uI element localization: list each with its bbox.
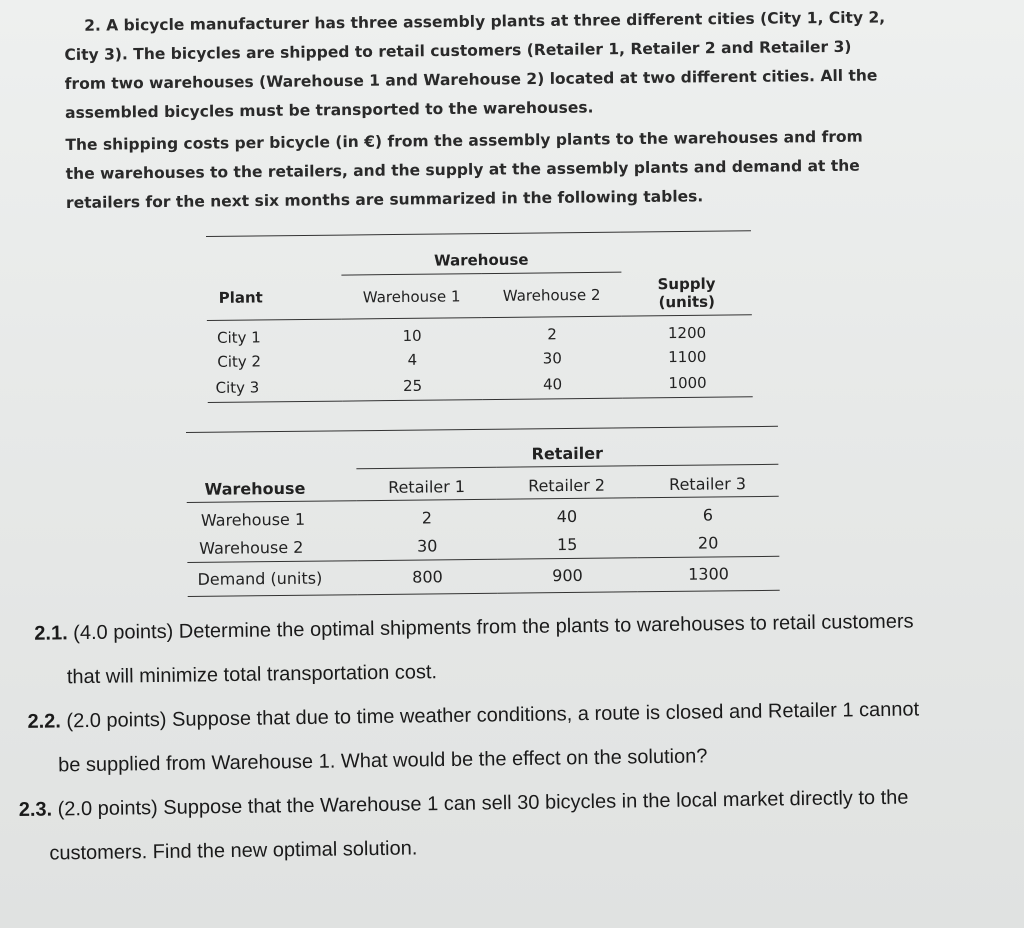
cell: 2 xyxy=(421,508,433,528)
question-points: (4.0 points) xyxy=(73,620,174,645)
cell: 2 xyxy=(547,325,557,344)
supply-cell: 1000 xyxy=(622,369,752,398)
table1-group-header: Warehouse xyxy=(341,246,621,275)
cell: 10 xyxy=(402,326,422,345)
question-number: 2.3. xyxy=(18,798,53,821)
cell: 40 xyxy=(556,507,578,527)
row-label: City 2 xyxy=(217,351,262,371)
table2-col-header: Retailer 1 xyxy=(356,467,496,500)
warehouse-retailer-table xyxy=(186,426,780,597)
table1-col-header: Warehouse 2 xyxy=(481,272,621,317)
costs-paragraph xyxy=(65,122,896,218)
question-text: Suppose that due to time weather conditions, a route is closed and Retailer 1 cannot xyxy=(171,698,920,731)
supply-header-line1: Supply xyxy=(657,274,716,294)
cell: 15 xyxy=(497,530,637,559)
table1-supply-header xyxy=(621,271,751,316)
questions xyxy=(16,598,1010,876)
table2-row-header: Warehouse xyxy=(186,469,356,503)
question-number: 2.1. xyxy=(34,622,68,645)
supply-cell: 1200 xyxy=(667,323,707,342)
table2-col-header: Retailer 3 xyxy=(636,464,778,497)
table2-group-header: Retailer xyxy=(356,438,778,468)
question-text-cont: be supplied from Warehouse 1. What would be the effect on the solution? xyxy=(57,745,708,777)
costs-text: The shipping costs per bicycle (in €) from the assembly plants to the warehouses and from the warehouses to the retailers, and the supply at the assembly plants and demand at the retailers for the next six months are summarized in the following tables. xyxy=(65,127,863,212)
question-points: (2.0 points) xyxy=(57,797,158,821)
row-label: Warehouse 1 xyxy=(200,510,306,531)
demand-label: Demand (units) xyxy=(187,561,357,597)
question-2-2 xyxy=(17,686,1008,788)
question-text-cont: that will minimize total transportation cost. xyxy=(66,661,438,689)
row-label: Warehouse 2 xyxy=(187,533,357,563)
question-2-1 xyxy=(16,598,1007,700)
question-points: (2.0 points) xyxy=(66,708,167,733)
plant-warehouse-table xyxy=(206,230,753,403)
question-number: 2.2. xyxy=(27,710,62,733)
cell: 4 xyxy=(407,350,418,369)
intro-text: A bicycle manufacturer has three assembly plants at three different cities (City 1, City 2, City 3). The bicycles are shipped to retail customers (Retailer 1, Retailer 2 and Retailer 3) from two warehouses (Warehouse 1 and Warehouse 2) located at two different cities. All the assembled bicycles must be transported to the warehouses. xyxy=(64,8,886,122)
question-text-cont: customers. Find the new optimal solution. xyxy=(49,837,418,865)
supply-cell: 1100 xyxy=(668,347,707,366)
table1-col-header: Warehouse 1 xyxy=(341,274,481,319)
cell: 25 xyxy=(342,372,482,401)
problem-number: 2. xyxy=(84,16,101,35)
cell: 30 xyxy=(357,531,497,560)
cell: 30 xyxy=(542,348,562,367)
question-text: Suppose that the Warehouse 1 can sell 30 bicycles in the local market directly to the xyxy=(163,786,909,819)
question-text: Determine the optimal shipments from the plants to warehouses to retail customers xyxy=(178,610,914,643)
demand-cell: 900 xyxy=(497,558,637,593)
question-2-3 xyxy=(18,774,1009,876)
cell: 6 xyxy=(702,505,714,525)
cell: 40 xyxy=(482,370,622,399)
supply-header-line2: (units) xyxy=(658,292,715,312)
demand-cell: 800 xyxy=(357,559,497,594)
row-label: City 1 xyxy=(216,328,261,347)
intro-paragraph xyxy=(64,3,895,128)
demand-row xyxy=(187,556,779,596)
table-row xyxy=(207,369,752,403)
cell: 20 xyxy=(637,528,779,557)
row-label: City 3 xyxy=(207,373,342,402)
table2-col-header: Retailer 2 xyxy=(496,466,636,499)
demand-cell: 1300 xyxy=(637,556,779,591)
table1-row-header: Plant xyxy=(206,275,341,320)
problem-statement xyxy=(64,3,896,218)
